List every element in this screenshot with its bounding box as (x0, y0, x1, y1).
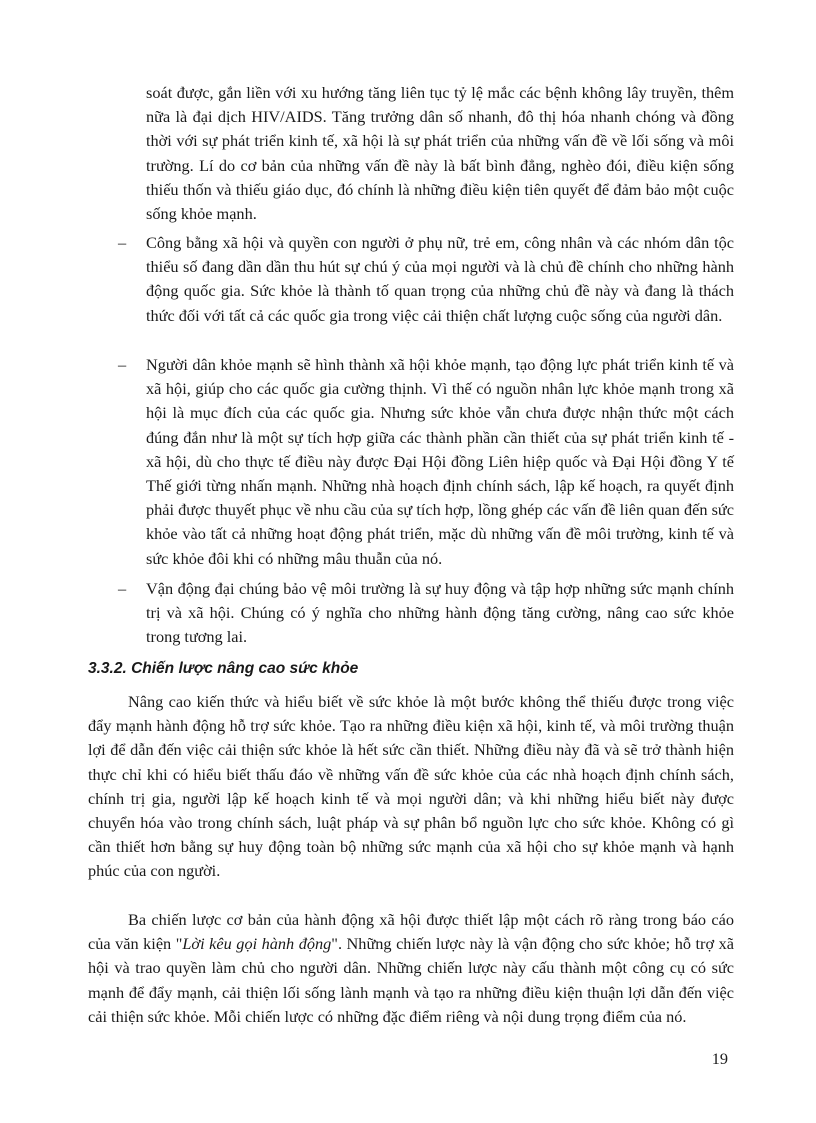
bullet-dash: – (118, 233, 127, 252)
bullet-dash: – (118, 355, 127, 374)
bullet-text: Người dân khỏe mạnh sẽ hình thành xã hội khỏe mạnh, tạo động lực phát triển kinh tế và xã hội, giúp cho các quốc gia cường thịnh. Vì thế có nguồn nhân lực khỏe mạnh trong xã hội là mục đích của các quốc gia. Nhưng sức khỏe vẫn chưa được nhận thức một cách đúng đắn như là một sự tích hợp giữa các thành phần cần thiết của sự phát triển kinh tế - xã hội, dù cho thực tế điều này được Đại Hội đồng Liên hiệp quốc và Đại Hội đồng Y tế Thế giới từng nhấn mạnh. Những nhà hoạch định chính sách, lập kế hoạch, ra quyết định phải được thuyết phục về nhu cầu của sự tích hợp, lồng ghép các vấn đề liên quan đến sức khỏe vào tất cả những hoạt động phát triển, mặc dù những vấn đề môi trường, kinh tế và sức khỏe đôi khi có những mâu thuẫn của nó. (146, 355, 734, 568)
bullet-text: Công bằng xã hội và quyền con người ở phụ nữ, trẻ em, công nhân và các nhóm dân tộc thiểu số đang dần dần thu hút sự chú ý của mọi người và là chủ đề chính cho những hành động quốc gia. Sức khỏe là thành tố quan trọng của những chủ đề này và đang là thách thức đối với tất cả các quốc gia trong việc cải thiện chất lượng cuộc sống của người dân. (146, 233, 734, 325)
page-number: 19 (711, 1049, 728, 1068)
body-paragraph: Nâng cao kiến thức và hiểu biết về sức khỏe là một bước không thể thiếu được trong việc đẩy mạnh hành động hỗ trợ sức khỏe. Tạo ra những điều kiện xã hội, kinh tế, và môi trường thuận lợi để dẫn đến việc cải thiện sức khỏe là hết sức cần thiết. Những điều này đã và sẽ trở thành hiện thực chỉ khi có hiểu biết thấu đáo về những vấn đề sức khỏe của các nhà hoạch định chính sách, chính trị gia, người lập kế hoạch kinh tế và mọi người dân; và khi những hiểu biết này được chuyển hóa vào trong chính sách, luật pháp và sự phân bổ nguồn lực cho sức khỏe. Không có gì cần thiết hơn bằng sự huy động toàn bộ những sức mạnh của xã hội cho sự khỏe mạnh và hạnh phúc của con người. (88, 692, 734, 881)
bullet-item (118, 231, 734, 328)
bullet-item (118, 353, 734, 571)
body-paragraph (88, 908, 734, 1029)
bullet-text: Vận động đại chúng bảo vệ môi trường là sự huy động và tập hợp những sức mạnh chính trị và xã hội. Chúng có ý nghĩa cho những hành động tăng cường, nâng cao sức khỏe trong tương lai. (146, 579, 734, 647)
bullet-item (118, 577, 734, 650)
document-title-italic: Lời kêu gọi hành động (182, 934, 332, 954)
section-heading: 3.3.2. Chiến lược nâng cao sức khỏe (88, 660, 359, 677)
continuation-paragraph: soát được, gắn liền với xu hướng tăng liên tục tỷ lệ mắc các bệnh không lây truyền, thêm nữa là đại dịch HIV/AIDS. Tăng trưởng dân số nhanh, đô thị hóa nhanh chóng và đồng thời với sự phát triển kinh tế, xã hội là sự phát triển của những vấn đề về lối sống và môi trường. Lí do cơ bản của những vấn đề này là bất bình đẳng, nghèo đói, điều kiện sống thiếu thốn và thiếu giáo dục, đó chính là những điều kiện tiên quyết để đảm bảo một cuộc sống khỏe mạnh. (146, 83, 734, 224)
paragraph-text: ". Những chiến lược này là vận động cho sức khỏe; hỗ trợ xã hội và trao quyền làm chủ cho người dân. Những chiến lược này cấu thành một công cụ có sức mạnh để đẩy mạnh, cải thiện lối sống lành mạnh và tạo ra những điều kiện thuận lợi dẫn đến việc cải thiện sức khỏe. Mỗi chiến lược có những đặc điểm riêng và nội dung trọng điểm của nó. (88, 934, 734, 1026)
bullet-dash: – (118, 579, 127, 598)
paragraph-text: Ba chiến lược cơ bản của hành động xã hội được thiết lập một cách rõ ràng trong báo cáo của văn kiện " (88, 910, 734, 954)
